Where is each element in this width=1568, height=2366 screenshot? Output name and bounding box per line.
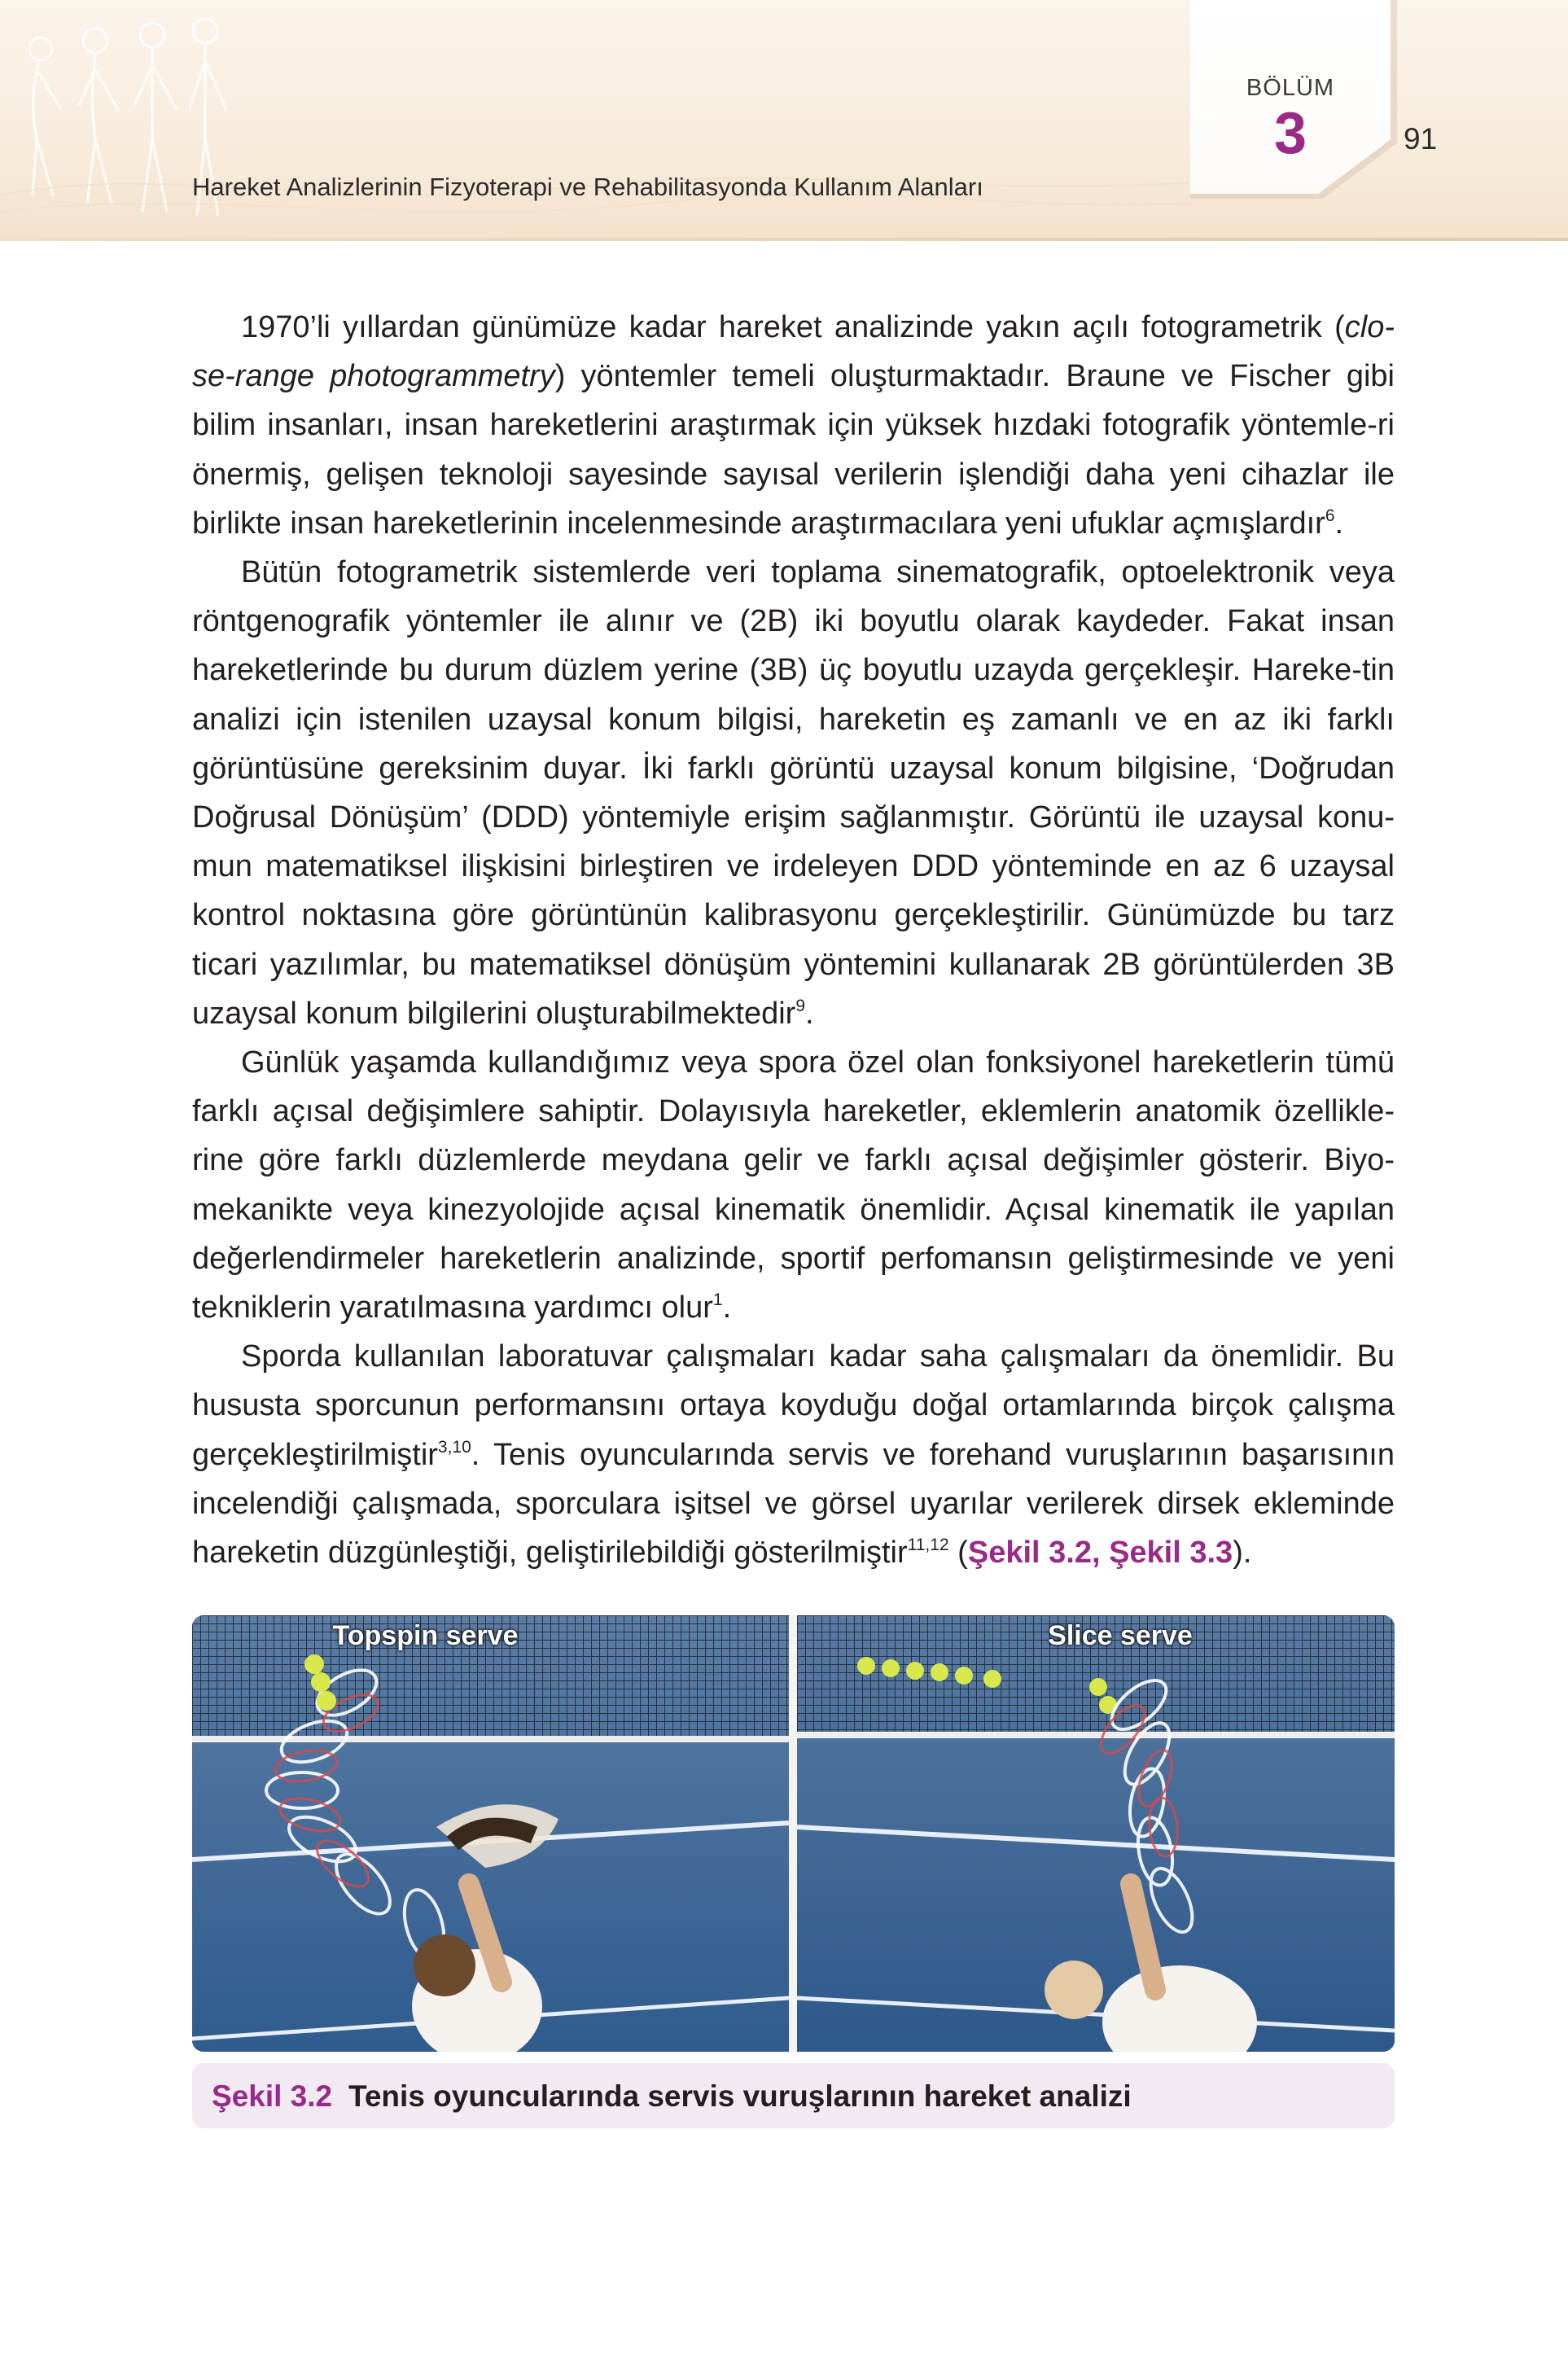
citation-superscript: 9	[795, 996, 806, 1015]
chapter-number: 3	[1273, 101, 1307, 166]
text-run: . Tenis oyuncularında servis ve forehand vuruşlarının başarısının incelendiği çalışmada, sporculara işitsel ve görsel uyarılar verilerek dirsek ekleminde hareketin düzgünleştiği, geliştirilebildiği gösterilmiştir	[192, 1437, 1395, 1571]
text-run: (	[948, 1536, 968, 1571]
paragraph	[192, 1038, 1395, 1332]
citation-superscript: 6	[1325, 506, 1335, 525]
slice-serve-photo	[797, 1615, 1395, 2052]
italic-term: clo-se-range photogrammetry	[192, 310, 1395, 394]
slice-serve-label: Slice serve	[1048, 1620, 1193, 1651]
text-run: .	[1334, 506, 1344, 541]
caption-label: Şekil 3.2	[212, 2079, 333, 2113]
text-run: Bütün fotogrametrik sistemlerde veri toplama sinematografik, optoelektronik veya röntgenografik yöntemler ile alınır ve (2B) iki boyutlu olarak kaydeder. Fakat insan hareketlerinde bu durum düzlem yerine (3B) üç boyutlu uzayda gerçekleşir. Hareke-tin analizi için istenilen uzaysal konum bilgisi, hareketin eş zamanlı ve en az iki farklı görüntüsüne gereksinim duyar. İki farklı görüntü uzaysal konum bilgisine, ‘Doğrudan Doğrusal Dönüşüm’ (DDD) yöntemiyle erişim sağlanmıştır. Görüntü ile uzaysal konu-mun matematiksel ilişkisini birleştiren ve irdeleyen DDD yönteminde en az 6 uzaysal kontrol noktasına göre görüntünün kalibrasyonu gerçekleştirilir. Günümüzde bu tarz ticari yazılımlar, bu matematiksel dönüşüm yöntemini kullanarak 2B görüntülerden 3B uzaysal konum bilgilerini oluşturabilmektedir	[192, 555, 1395, 1031]
citation-superscript: 3,10	[437, 1437, 471, 1457]
text-run: .	[722, 1290, 732, 1325]
text-run: Günlük yaşamda kullandığımız veya spora özel olan fonksiyonel hareketlerin tümü farklı açısal değişimlere sahiptir. Dolayısıyla hareketler, eklemlerin anatomik özellikle-rine göre farklı düzlemlerde meydana gelir ve farklı açısal değişimler gösterir. Biyo-mekanikte veya kinezyolojide açısal kinematik önemlidir. Açısal kinematik ile yapılan değerlendirmeler hareketlerin analizinde, sportif perfomansın geliştirmesinde ve yeni tekniklerin yaratılmasına yardımcı olur	[192, 1045, 1395, 1325]
caption-text: Tenis oyuncularında servis vuruşlarının hareket analizi	[348, 2079, 1132, 2113]
body-text	[192, 303, 1395, 1577]
citation-superscript: 1	[712, 1290, 723, 1310]
text-run: Sporda kullanılan laboratuvar çalışmaları kadar saha çalışmaları da önemlidir. Bu hususta sporcunun performansını ortaya koyduğu doğal ortamlarında birçok çalışma gerçekleştirilmiştir	[192, 1339, 1395, 1472]
topspin-serve-image	[192, 1615, 789, 2052]
text-run: ) yöntemler temeli oluşturmaktadır. Braune ve Fischer gibi bilim insanları, insan hareketlerini araştırmak için yüksek hızdaki fotografik yöntemle-ri önermiş, gelişen teknoloji sayesinde sayısal verilerin işlendiği daha yeni cihazlar ile birlikte insan hareketlerinin incelenmesinde araştırmacılara yeni ufuklar açmışlardır	[192, 359, 1395, 541]
figure-reference: Şekil 3.2, Şekil 3.3	[967, 1536, 1233, 1571]
page-number: 91	[1404, 122, 1438, 156]
text-run: 1970’li yıllardan günümüze kadar hareket analizinde yakın açılı fotogrametrik (	[241, 310, 1345, 344]
paragraph	[192, 548, 1395, 1038]
figure-divider	[789, 1615, 797, 2052]
text-run: .	[805, 996, 814, 1031]
chapter-word: BÖLÜM	[1246, 75, 1335, 101]
topspin-serve-photo	[192, 1615, 789, 2052]
figure-tennis-serves	[192, 1615, 1395, 2052]
running-title: Hareket Analizlerinin Fizyoterapi ve Rehabilitasyonda Kullanım Alanları	[192, 173, 983, 201]
slice-serve-image	[797, 1615, 1395, 2052]
text-run: ).	[1233, 1536, 1252, 1571]
paragraph	[192, 303, 1395, 548]
human-evolution-illustration	[0, 0, 1189, 241]
paragraph	[192, 1332, 1395, 1577]
citation-superscript: 11,12	[907, 1536, 949, 1555]
topspin-serve-label: Topspin serve	[332, 1620, 519, 1651]
figure-caption	[192, 2063, 1395, 2128]
